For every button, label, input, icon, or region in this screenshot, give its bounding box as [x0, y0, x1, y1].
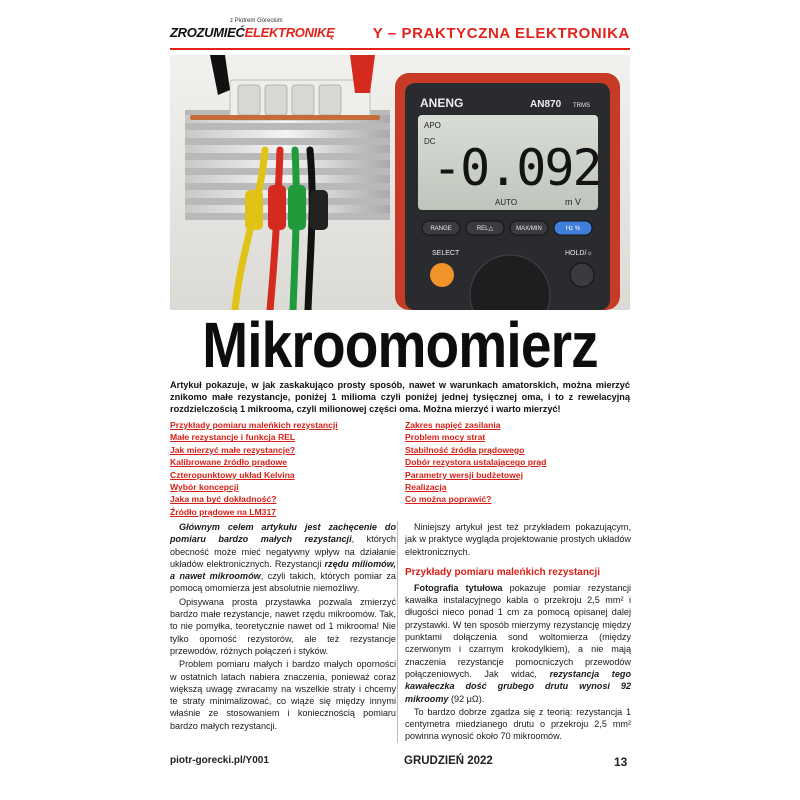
toc-link[interactable]: Wybór koncepcji [170, 482, 239, 493]
page-number: 13 [614, 755, 628, 769]
multimeter-photo [170, 55, 630, 310]
paragraph: To bardzo dobrze zgadza się z teorią: rezystancja 1 centymetra miedzianego drutu o przekroju 2,5 mm² powinna wynosić około 70 mikroomów. [405, 706, 631, 742]
column-divider [397, 521, 398, 743]
svg-text:Hz %: Hz % [565, 226, 581, 232]
toc-link[interactable]: Jak mierzyć małe rezystancje? [170, 444, 296, 455]
header-rule [170, 48, 630, 50]
lcd-auto: AUTO [495, 198, 518, 207]
body-text: , czyli takich, których pomiar za pomocą omomierza jest absolutnie niemożliwy. [170, 571, 396, 594]
toc-link[interactable]: Zakres napięć zasilania [405, 420, 501, 430]
body-column-right [405, 521, 631, 744]
meter-brand: ANENG [420, 96, 464, 110]
toc-link[interactable]: Co można poprawić? [405, 494, 492, 505]
paragraph [170, 521, 396, 595]
toc-link[interactable]: Jaka ma być dokładność? [170, 494, 277, 505]
lcd-apo: APO [424, 121, 441, 130]
lcd-dc: DC [424, 137, 436, 146]
footer-date: GRUDZIEŃ 2022 [404, 755, 493, 767]
logo-subtitle: z Piotrem Góreckim [230, 18, 283, 24]
article-lead: Artykuł pokazuje, w jak zaskakująco prosty sposób, nawet w warunkach amatorskich, można mierzyć znikomo małe rezystancje, poniżej 1 milioma czyli poniżej jednej tysięcznej oma, i to z rewelacyjną rozdzielczością 1 mikrooma, czyli milionowej części oma. Można mierzyć i warto mierzyć! [170, 380, 630, 414]
toc-link[interactable]: Dobór rezystora ustalającego prąd [405, 457, 547, 468]
lcd-unit: m V [565, 197, 582, 207]
copper-wire [190, 115, 380, 120]
emphasis-text: Głównym celem artykułu jest zachęcenie do pomiaru bardzo małych rezystancji [170, 522, 396, 545]
body-column-left [170, 521, 396, 733]
toc-link[interactable]: Czteropunktowy układ Kelvina [170, 469, 295, 480]
hold-label: HOLD/☼ [565, 250, 593, 257]
emphasis-text: rzędu miliomów, a nawet mikroomów [170, 558, 397, 582]
paragraph: Niniejszy artykuł jest też przykładem pokazującym, jak w praktyce wygląda projektowanie prostych układów elektronicznych. [405, 522, 631, 557]
toc-link[interactable]: Stabilność źródła prądowego [405, 444, 525, 455]
heatsink [185, 110, 390, 220]
toc-link[interactable]: Parametry wersji budżetowej [405, 469, 523, 480]
paragraph: Problem pomiaru małych i bardzo małych oporności w ostatnich latach nabiera znaczenia, ponieważ coraz większą uwagę zwracamy na wszelkie straty i chcemy te straty minimalizować, co wiąże się między innymi właśnie ze stosowaniem i koniecznością pomiaru bardzo małych rezystancji. [170, 659, 396, 731]
page-header [170, 18, 630, 50]
subheading: Przykłady pomiaru maleńkich rezystancji [405, 566, 601, 578]
svg-text:MAX/MIN: MAX/MIN [516, 226, 542, 232]
multimeter [395, 73, 620, 310]
emphasis-text: rezystancja tego kawałeczka dość grubego drutu wynosi 92 mikroomy [405, 668, 631, 704]
toc-left [170, 419, 338, 518]
emphasis-text: Fotografia tytułowa [414, 582, 503, 593]
title-photo [170, 55, 630, 310]
meter-trms: TRMS [573, 103, 590, 109]
svg-text:REL△: REL△ [476, 226, 494, 232]
magazine-logo [170, 18, 335, 44]
body-text: pokazuje pomiar rezystancji kawałka instalacyjnego kabla o przekroju 2,5 mm² i długości nieco ponad 1 cm za pomocą opisanej dalej przystawki. W ten sposób mierzymy rezystancję między punktami dołączenia sond woltomierza (między czerwonym i czarnym krokodylkiem), a nie mają znaczenia rezystancje pomocniczych przewodów połączeniowych. Jak widać, [405, 582, 631, 679]
toc-link[interactable]: Kalibrowane źródło prądowe [170, 457, 287, 468]
select-button [430, 263, 454, 287]
toc-link[interactable]: Małe rezystancje i funkcja REL [170, 432, 296, 443]
meter-model: AN870 [530, 99, 562, 110]
toc-link[interactable]: Źródło prądowe na LM317 [170, 506, 277, 517]
footer-url[interactable]: piotr-gorecki.pl/Y001 [170, 755, 269, 766]
logo-part2: ELEKTRONIKĘ [244, 25, 335, 40]
select-label: SELECT [432, 250, 460, 257]
paragraph [405, 582, 631, 705]
logo-part1: ZROZUMIEĆ [170, 25, 245, 40]
lcd-reading: -0.092 [432, 139, 601, 197]
body-text: , których obecność może mieć negatywny wpływ na działanie układów elektronicznych. Rezystancji [170, 534, 396, 569]
toc-right [405, 419, 546, 506]
toc-link[interactable]: Realizacja [405, 482, 447, 493]
article-title: Mikroomomierz [202, 309, 598, 381]
svg-text:RANGE: RANGE [430, 226, 452, 232]
paragraph: Opisywana prosta przystawka pozwala zmierzyć bardzo małe rezystancje, nawet rzędu mikroomów. Tak, to nie pomyłka, teoretycznie nawet od 1 mikrooma! Nie tylko oporność rezystorów, ale też rezystancje przewodów, różnych połączeń i styków. [170, 596, 396, 656]
toc-link[interactable]: Problem mocy strat [405, 432, 486, 443]
section-title: Y – PRAKTYCZNA ELEKTRONIKA [372, 25, 630, 42]
body-text: (92 μΩ). [448, 693, 485, 704]
toc-link[interactable]: Przykłady pomiaru maleńkich rezystancji [170, 420, 338, 430]
